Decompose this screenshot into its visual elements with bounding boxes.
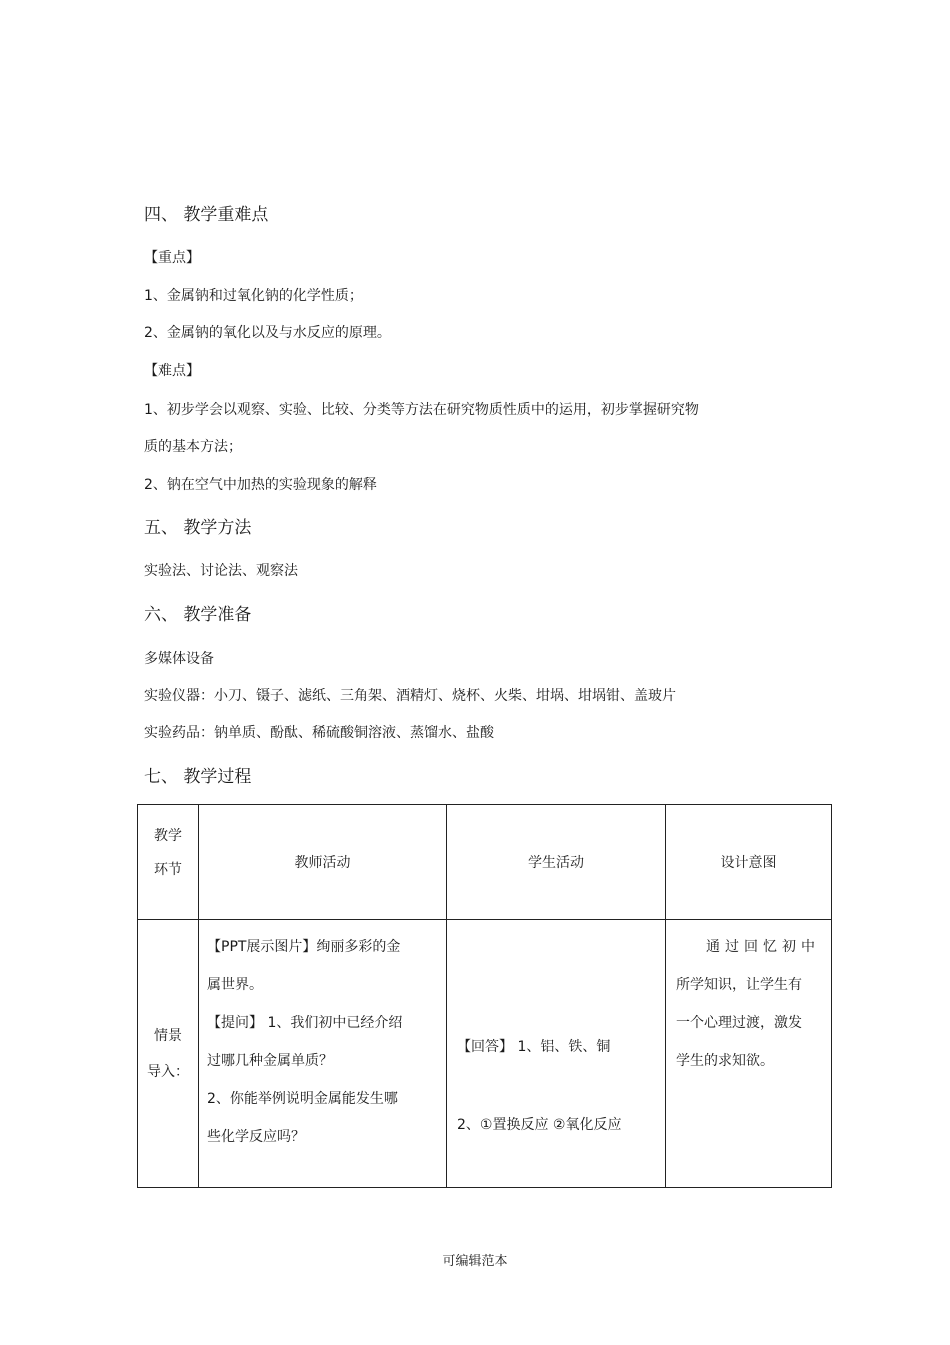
student-answer-2: 2、①置换反应 ②氧化反应 xyxy=(457,1117,622,1133)
difficult-point-2: 2、钠在空气中加热的实验现象的解释 xyxy=(144,477,377,493)
header-intent: 设计意图 xyxy=(666,805,832,920)
student-answer-1: 【回答】 1、铝、铁、铜 xyxy=(457,1039,611,1055)
student-activity-cell xyxy=(447,920,666,1188)
difficult-point-1: 1、初步学会以观察、实验、比较、分类等方法在研究物质性质中的运用，初步掌握研究物 xyxy=(144,402,699,418)
prep-multimedia: 多媒体设备 xyxy=(144,651,214,667)
difficult-points-label: 【难点】 xyxy=(144,363,200,379)
difficult-point-1-cont: 质的基本方法； xyxy=(144,439,242,455)
key-point-1: 1、金属钠和过氧化钠的化学性质； xyxy=(144,288,363,304)
stage-cell: 情景 导入： xyxy=(138,920,199,1188)
header-stage: 教学 环节 xyxy=(138,805,199,920)
table-header-row xyxy=(138,805,832,920)
section-6-title: 六、 教学准备 xyxy=(144,605,252,625)
key-points-label: 【重点】 xyxy=(144,250,200,266)
table-row xyxy=(138,920,832,1188)
prep-instruments: 实验仪器：小刀、镊子、滤纸、三角架、酒精灯、烧杯、火柴、坩埚、坩埚钳、盖玻片 xyxy=(144,688,676,704)
teaching-process-table xyxy=(137,804,832,1188)
header-teacher: 教师活动 xyxy=(199,805,447,920)
section-4-title: 四、 教学重难点 xyxy=(144,205,269,225)
teacher-activity-cell: 【PPT展示图片】绚丽多彩的金 属世界。 【提问】 1、我们初中已经介绍 过哪几种金属单质？ 2、你能举例说明金属能发生哪 些化学反应吗？ xyxy=(199,920,447,1188)
design-intent-cell: 通过回忆初中 所学知识，让学生有 一个心理过渡，激发 学生的求知欲。 xyxy=(666,920,832,1188)
page-footer: 可编辑范本 xyxy=(442,1254,508,1269)
section-7-title: 七、 教学过程 xyxy=(144,767,252,787)
prep-reagents: 实验药品：钠单质、酚酞、稀硫酸铜溶液、蒸馏水、盐酸 xyxy=(144,725,494,741)
header-student: 学生活动 xyxy=(447,805,666,920)
section-5-title: 五、 教学方法 xyxy=(144,518,252,538)
teaching-methods: 实验法、讨论法、观察法 xyxy=(144,563,298,579)
key-point-2: 2、金属钠的氧化以及与水反应的原理。 xyxy=(144,325,391,341)
